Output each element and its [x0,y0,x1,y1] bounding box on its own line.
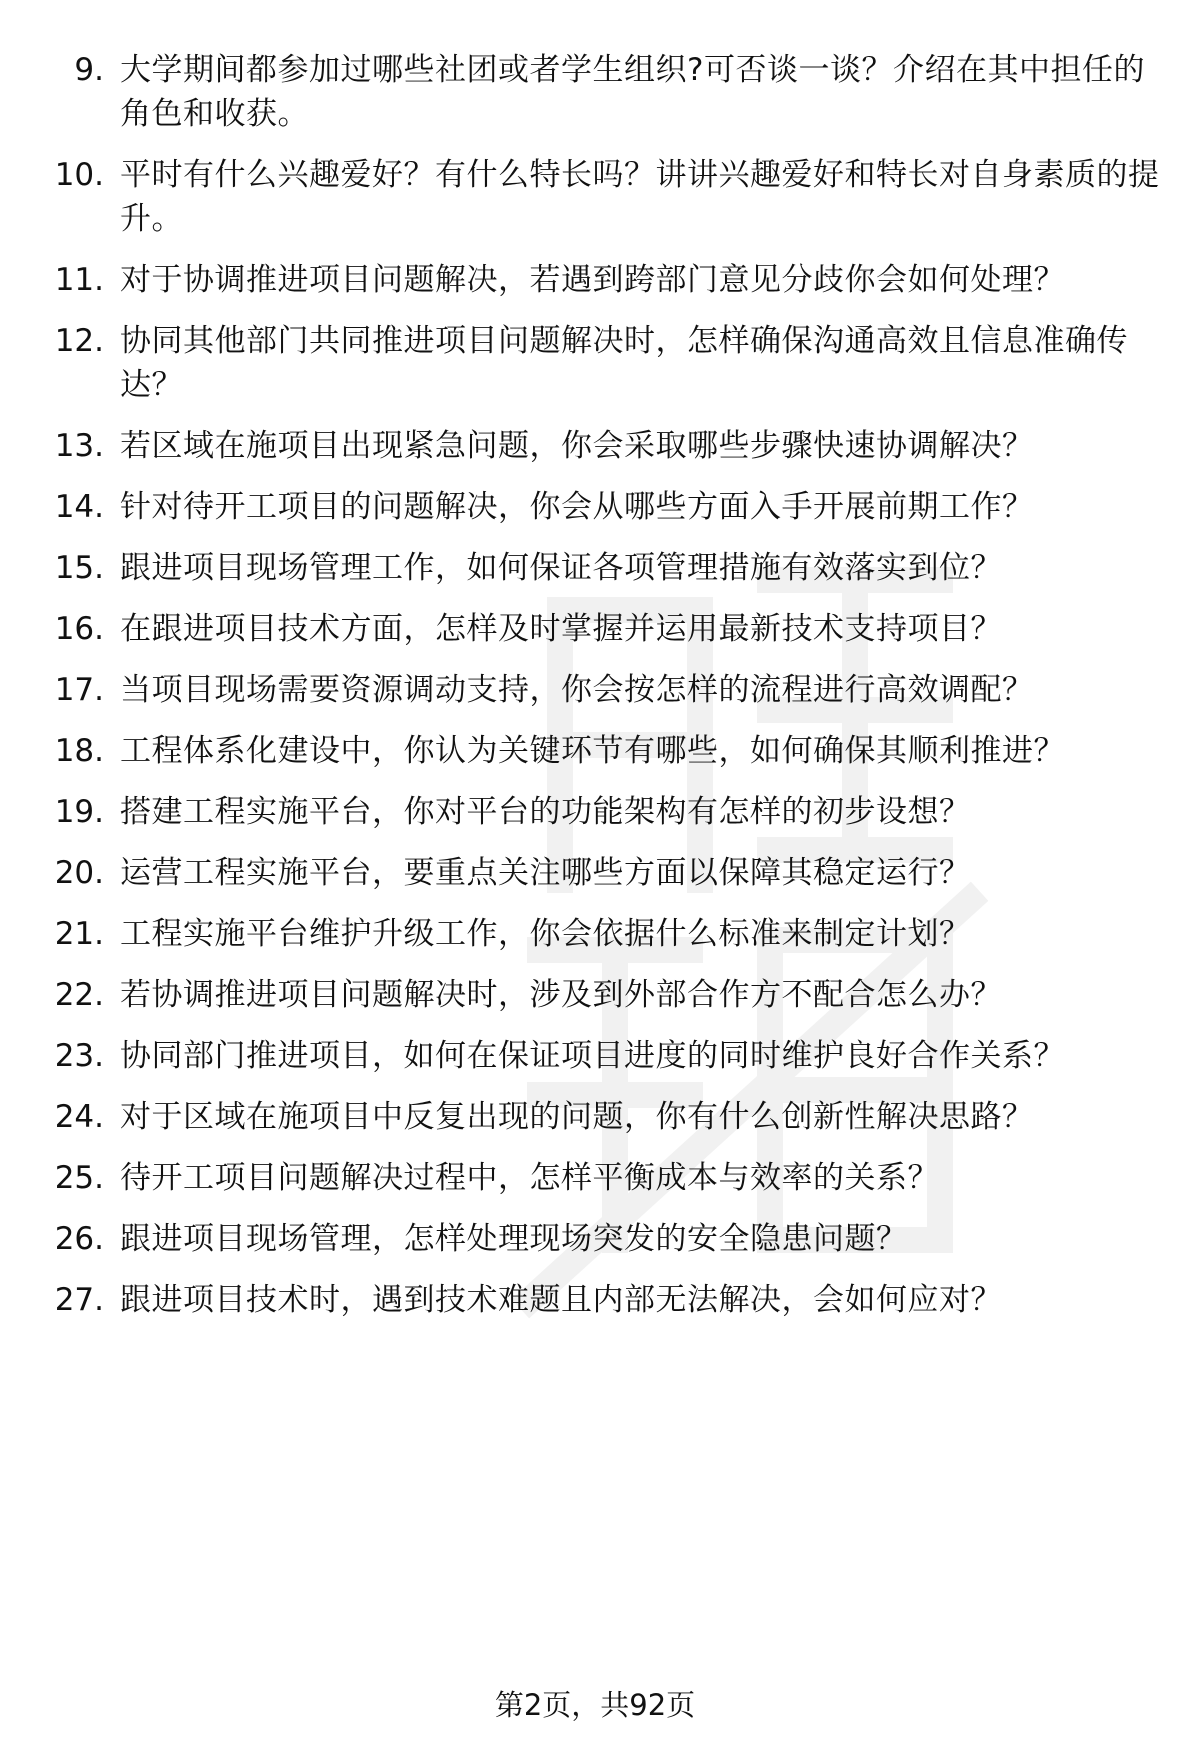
question-number: 13. [54,428,104,464]
question-item [0,319,1190,407]
question-number: 19. [54,794,104,830]
question-number: 20. [54,855,104,891]
question-item [0,1095,1190,1139]
question-text: 工程实施平台维护升级工作，你会依据什么标准来制定计划？ [120,916,971,952]
question-number: 24. [54,1099,104,1135]
question-text: 针对待开工项目的问题解决，你会从哪些方面入手开展前期工作？ [120,489,1034,525]
question-item [0,1278,1190,1322]
question-item [0,790,1190,834]
question-number: 23. [54,1038,104,1074]
question-text: 若区域在施项目出现紧急问题，你会采取哪些步骤快速协调解决？ [120,428,1034,464]
question-number: 16. [54,611,104,647]
question-item [0,1156,1190,1200]
question-number: 22. [54,977,104,1013]
page-number: 第2页，共92页 [494,1688,696,1722]
question-number: 14. [54,489,104,525]
question-item [0,851,1190,895]
question-text: 若协调推进项目问题解决时，涉及到外部合作方不配合怎么办？ [120,977,1002,1013]
question-item [0,48,1190,136]
question-text: 对于区域在施项目中反复出现的问题，你有什么创新性解决思路？ [120,1099,1034,1135]
question-item [0,1034,1190,1078]
question-number: 27. [54,1282,104,1318]
question-number: 9. [74,52,104,88]
question-text: 对于协调推进项目问题解决，若遇到跨部门意见分歧你会如何处理？ [120,262,1065,298]
question-number: 18. [54,733,104,769]
question-item [0,973,1190,1017]
question-number: 26. [54,1221,104,1257]
question-item [0,258,1190,302]
question-item [0,912,1190,956]
question-number: 21. [54,916,104,952]
question-item [0,485,1190,529]
question-list [0,48,1190,1339]
question-text: 待开工项目问题解决过程中，怎样平衡成本与效率的关系？ [120,1160,939,1196]
question-item [0,153,1190,241]
question-number: 25. [54,1160,104,1196]
question-item [0,1217,1190,1261]
question-text: 大学期间都参加过哪些社团或者学生组织?可否谈一谈？介绍在其中担任的角色和收获。 [120,52,1145,132]
question-text: 工程体系化建设中，你认为关键环节有哪些，如何确保其顺利推进？ [120,733,1065,769]
question-text: 跟进项目现场管理工作，如何保证各项管理措施有效落实到位？ [120,550,1002,586]
question-text: 跟进项目技术时，遇到技术难题且内部无法解决，会如何应对？ [120,1282,1002,1318]
question-text: 运营工程实施平台，要重点关注哪些方面以保障其稳定运行？ [120,855,971,891]
question-item [0,546,1190,590]
question-number: 10. [54,157,104,193]
question-number: 15. [54,550,104,586]
question-text: 平时有什么兴趣爱好？有什么特长吗？讲讲兴趣爱好和特长对自身素质的提升。 [120,157,1160,237]
question-text: 协同其他部门共同推进项目问题解决时，怎样确保沟通高效且信息准确传达？ [120,323,1128,403]
question-text: 跟进项目现场管理，怎样处理现场突发的安全隐患问题？ [120,1221,908,1257]
question-item [0,424,1190,468]
question-text: 当项目现场需要资源调动支持，你会按怎样的流程进行高效调配？ [120,672,1034,708]
question-item [0,607,1190,651]
question-text: 在跟进项目技术方面，怎样及时掌握并运用最新技术支持项目？ [120,611,1002,647]
question-item [0,729,1190,773]
question-number: 11. [54,262,104,298]
question-number: 17. [54,672,104,708]
question-text: 协同部门推进项目，如何在保证项目进度的同时维护良好合作关系？ [120,1038,1065,1074]
question-text: 搭建工程实施平台，你对平台的功能架构有怎样的初步设想？ [120,794,971,830]
question-item [0,668,1190,712]
question-number: 12. [54,323,104,359]
